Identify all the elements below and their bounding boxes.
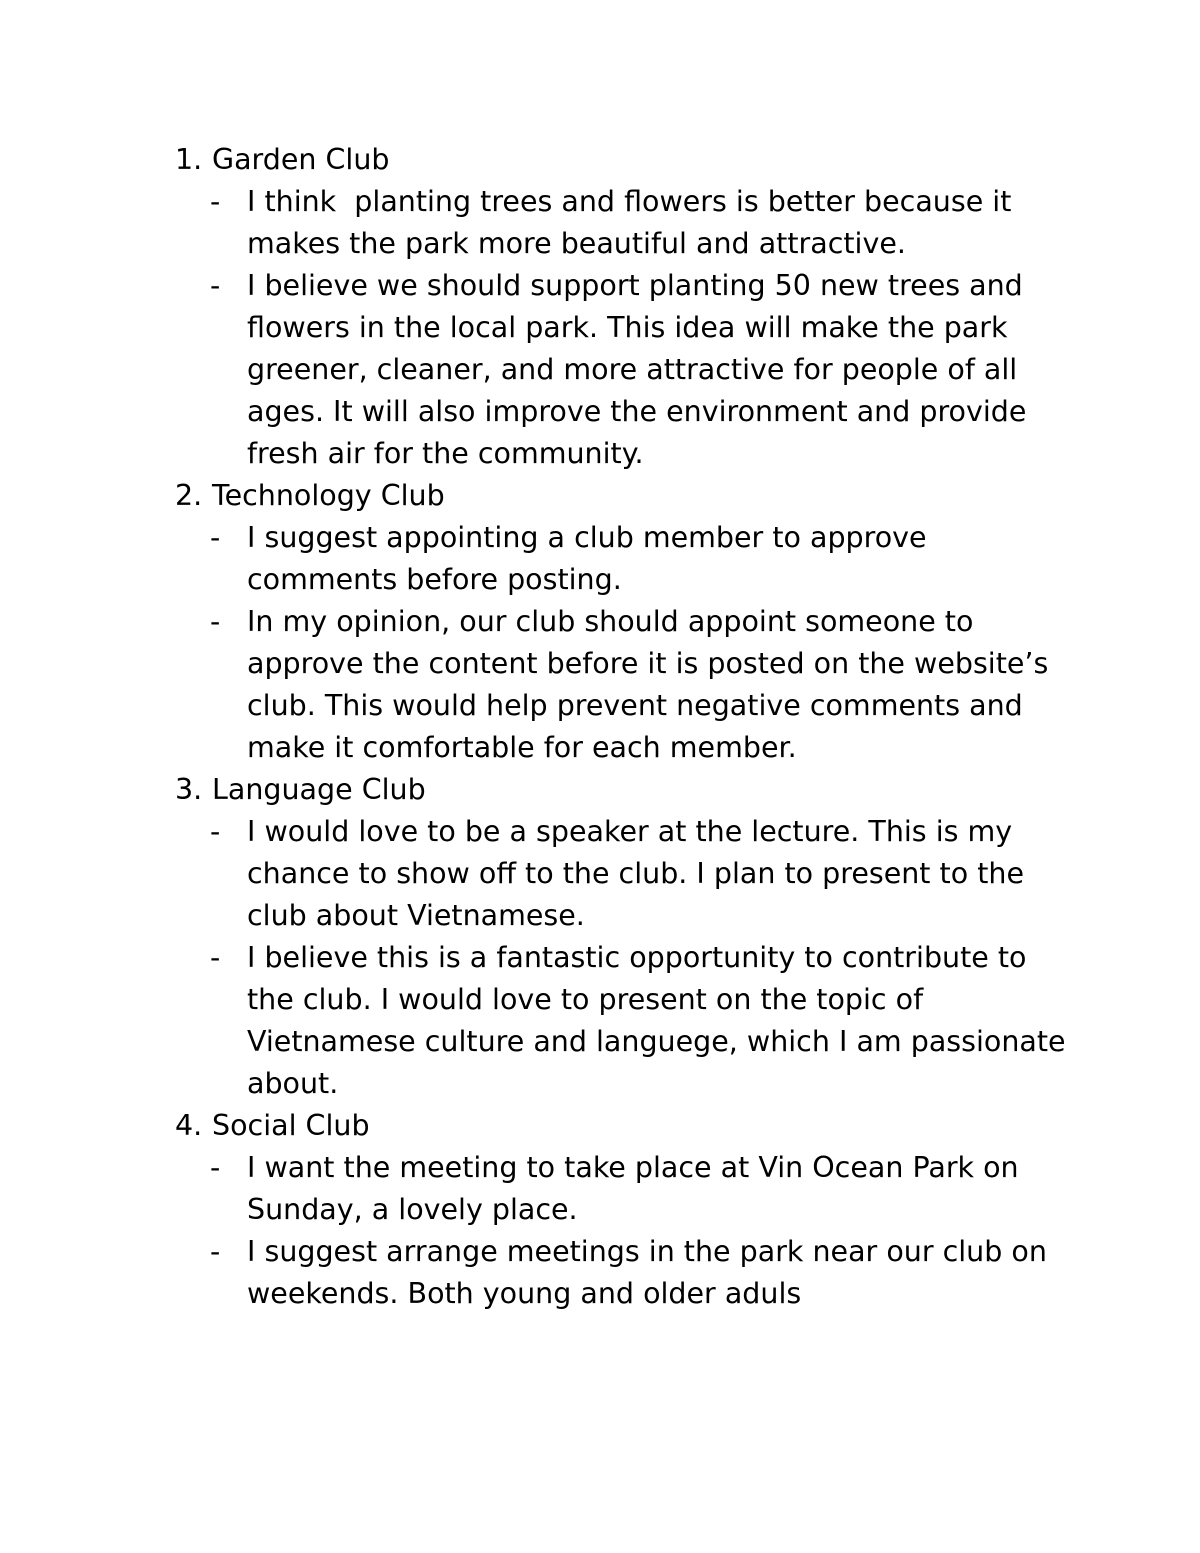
club-title: Garden Club <box>212 143 390 176</box>
list-item <box>170 937 1070 1105</box>
club-heading <box>170 475 1070 517</box>
club-section-social <box>170 1105 1070 1315</box>
club-heading <box>170 139 1070 181</box>
list-item <box>170 811 1070 937</box>
dash-marker: - <box>210 1151 221 1184</box>
list-item-text: I want the meeting to take place at Vin Ocean Park on Sunday, a lovely place. <box>247 1151 1019 1226</box>
club-heading <box>170 769 1070 811</box>
dash-marker: - <box>210 269 221 302</box>
list-item-text: I believe this is a fantastic opportunity to contribute to the club. I would love to present on the topic of Vietnamese culture and languege, which I am passionate about. <box>247 941 1066 1100</box>
dash-marker: - <box>210 185 221 218</box>
list-number: 3. <box>175 773 203 806</box>
document-body <box>170 139 1070 1315</box>
club-title: Technology Club <box>212 479 445 512</box>
club-title: Language Club <box>212 773 426 806</box>
club-heading <box>170 1105 1070 1147</box>
list-item-text: I would love to be a speaker at the lecture. This is my chance to show off to the club. I plan to present to the club about Vietnamese. <box>247 815 1024 932</box>
club-title: Social Club <box>212 1109 370 1142</box>
dash-marker: - <box>210 815 221 848</box>
list-item <box>170 1231 1070 1315</box>
list-item <box>170 265 1070 475</box>
dash-marker: - <box>210 941 221 974</box>
list-number: 1. <box>175 143 203 176</box>
dash-marker: - <box>210 521 221 554</box>
club-section-technology <box>170 475 1070 769</box>
list-item-text: I suggest arrange meetings in the park near our club on weekends. Both young and older aduls <box>247 1235 1047 1310</box>
list-item-text: I think planting trees and flowers is better because it makes the park more beautiful and attractive. <box>247 185 1021 260</box>
club-section-garden <box>170 139 1070 475</box>
list-item-text: In my opinion, our club should appoint someone to approve the content before it is posted on the website’s club. This would help prevent negative comments and make it comfortable for each member. <box>247 605 1049 764</box>
list-number: 4. <box>175 1109 203 1142</box>
dash-marker: - <box>210 605 221 638</box>
list-item <box>170 181 1070 265</box>
list-item <box>170 1147 1070 1231</box>
club-section-language <box>170 769 1070 1105</box>
dash-marker: - <box>210 1235 221 1268</box>
list-number: 2. <box>175 479 203 512</box>
list-item <box>170 517 1070 601</box>
list-item-text: I believe we should support planting 50 new trees and flowers in the local park. This idea will make the park greener, cleaner, and more attractive for people of all ages. It will also improve the environment and provide fresh air for the community. <box>247 269 1027 470</box>
list-item-text: I suggest appointing a club member to approve comments before posting. <box>247 521 927 596</box>
list-item <box>170 601 1070 769</box>
